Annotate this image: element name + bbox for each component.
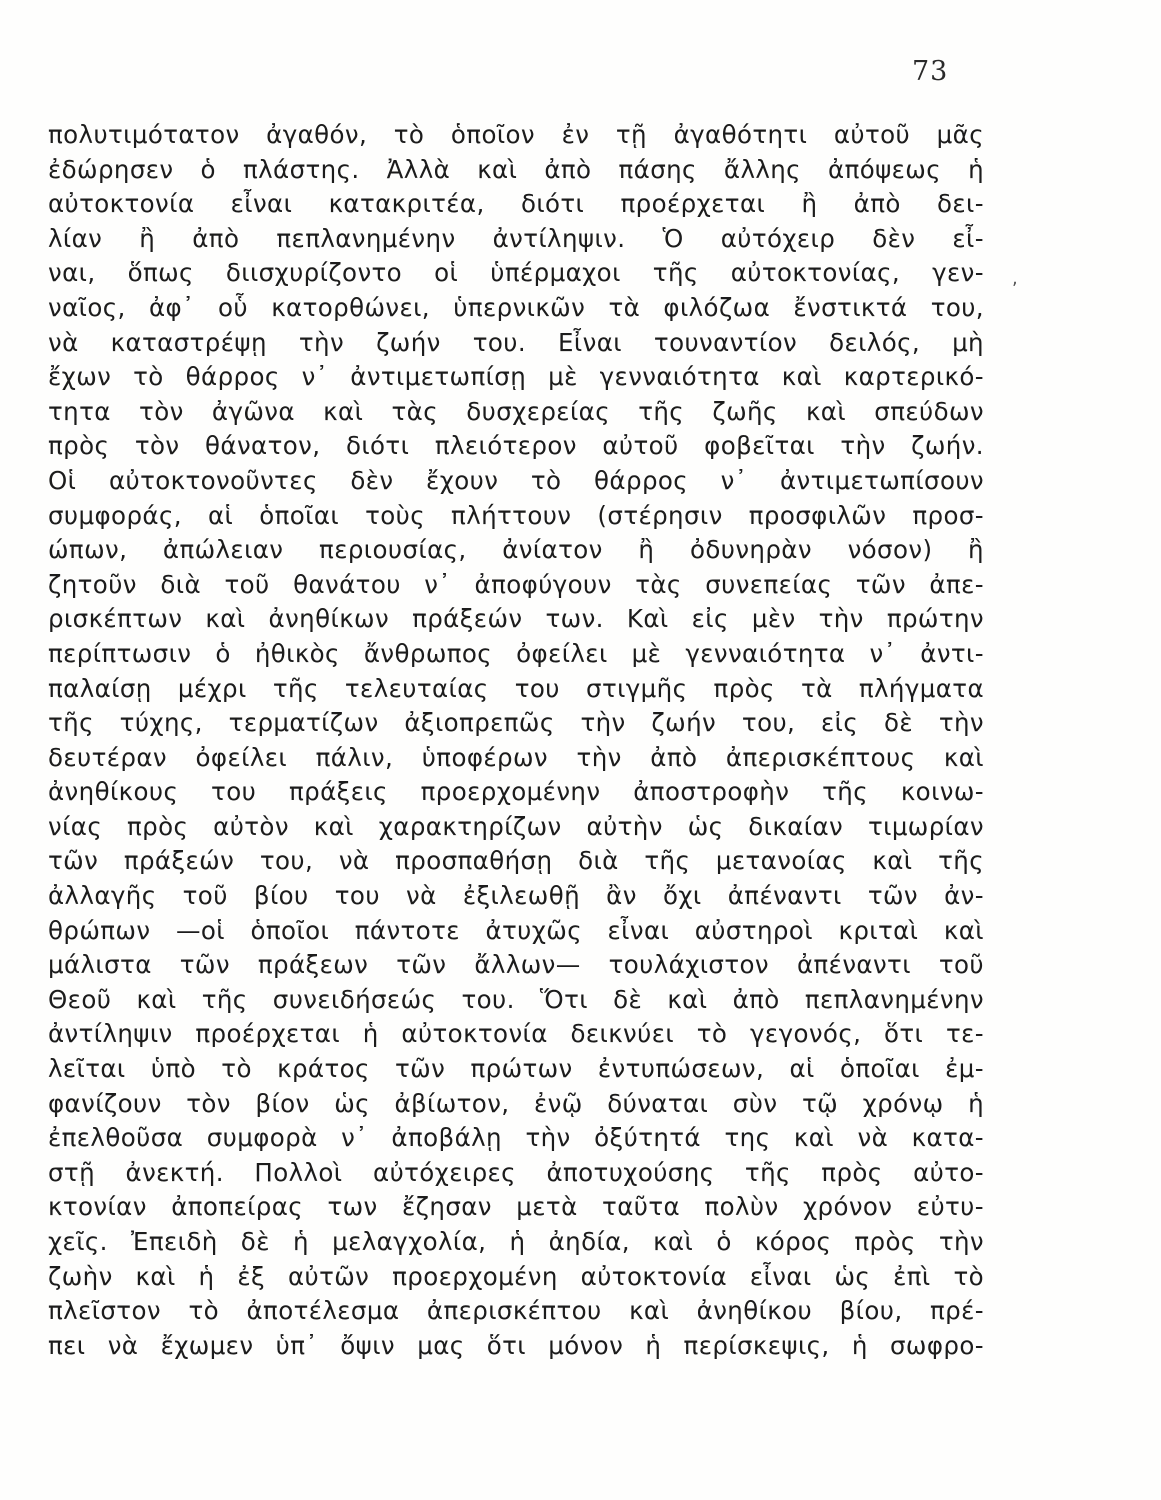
text-line: ζητοῦν διὰ τοῦ θανάτου ν᾽ ἀποφύγουν τὰς συνεπείας τῶν ἀπε- [48, 569, 984, 599]
text-line: παλαίσῃ μέχρι τῆς τελευταίας του στιγμῆς πρὸς τὰ πλήγματα [48, 673, 984, 703]
text-line: φανίζουν τὸν βίον ὡς ἀβίωτον, ἐνῷ δύναται σὺν τῷ χρόνῳ ἡ [48, 1088, 984, 1118]
text-line: τῆς τύχης, τερματίζων ἀξιοπρεπῶς τὴν ζωήν του, εἰς δὲ τὴν [48, 708, 984, 738]
text-line: πει νὰ ἔχωμεν ὑπ᾽ ὄψιν μας ὅτι μόνον ἡ περίσκεψις, ἡ σωφρο- [48, 1330, 984, 1360]
text-line: Οἱ αὐτοκτονοῦντες δὲν ἔχουν τὸ θάρρος ν᾽ ἀντιμετωπίσουν [48, 465, 984, 495]
text-line: τῶν πράξεών του, νὰ προσπαθήσῃ διὰ τῆς μετανοίας καὶ τῆς [48, 846, 984, 876]
text-line: ἀνηθίκους του πράξεις προερχομένην ἀποστροφὴν τῆς κοινω- [48, 777, 984, 807]
text-line: νὰ καταστρέψῃ τὴν ζωήν του. Εἶναι τουναντίον δειλός, μὴ [48, 327, 984, 357]
text-line: πολυτιμότατον ἀγαθόν, τὸ ὁποῖον ἐν τῇ ἀγαθότητι αὐτοῦ μᾶς [48, 120, 984, 149]
text-line: χεῖς. Ἐπειδὴ δὲ ἡ μελαγχολία, ἡ ἀηδία, καὶ ὁ κόρος πρὸς τὴν [48, 1227, 984, 1256]
text-line: ζωὴν καὶ ἡ ἐξ αὐτῶν προερχομένη αὐτοκτονία εἶναι ὡς ἐπὶ τὸ [48, 1261, 984, 1291]
text-line: ναῖος, ἀφ᾽ οὗ κατορθώνει, ὑπερνικῶν τὰ φιλόζωα ἔνστικτά του, [48, 292, 984, 322]
text-line: ναι, ὅπως διισχυρίζοντο οἱ ὑπέρμαχοι τῆς αὐτοκτονίας, γεν- [48, 258, 984, 288]
text-line: περίπτωσιν ὁ ἠθικὸς ἄνθρωπος ὀφείλει μὲ γενναιότητα ν᾽ ἀντι- [48, 638, 984, 668]
page-number: 73 [912, 56, 949, 87]
text-line: συμφοράς, αἱ ὁποῖαι τοὺς πλήττουν (στέρησιν προσφιλῶν προσ- [48, 500, 984, 530]
text-line: κτονίαν ἀποπείρας των ἔζησαν μετὰ ταῦτα πολὺν χρόνον εὐτυ- [48, 1192, 984, 1222]
margin-mark: , [1012, 268, 1018, 289]
text-line: πλεῖστον τὸ ἀποτέλεσμα ἀπερισκέπτου καὶ ἀνηθίκου βίου, πρέ- [48, 1296, 984, 1326]
text-line: λεῖται ὑπὸ τὸ κράτος τῶν πρώτων ἐντυπώσεων, αἱ ὁποῖαι ἐμ- [48, 1054, 984, 1084]
text-line: ἐδώρησεν ὁ πλάστης. Ἀλλὰ καὶ ἀπὸ πάσης ἄλλης ἀπόψεως ἡ [48, 154, 984, 184]
text-line: ἀντίληψιν προέρχεται ἡ αὐτοκτονία δεικνύει τὸ γεγονός, ὅτι τε- [48, 1019, 984, 1049]
text-line: μάλιστα τῶν πράξεων τῶν ἄλλων— τουλάχιστον ἀπέναντι τοῦ [48, 950, 984, 980]
text-line: στῇ ἀνεκτή. Πολλοὶ αὐτόχειρες ἀποτυχούσης τῆς πρὸς αὐτο- [48, 1157, 984, 1187]
text-line: νίας πρὸς αὐτὸν καὶ χαρακτηρίζων αὐτὴν ὡς δικαίαν τιμωρίαν [48, 811, 984, 841]
text-line: δευτέραν ὀφείλει πάλιν, ὑποφέρων τὴν ἀπὸ ἀπερισκέπτους καὶ [48, 742, 984, 772]
text-line: ἔχων τὸ θάρρος ν᾽ ἀντιμετωπίσῃ μὲ γενναιότητα καὶ καρτερικό- [48, 362, 984, 392]
text-line: θρώπων —οἱ ὁποῖοι πάντοτε ἀτυχῶς εἶναι αὐστηροὶ κριταὶ καὶ [48, 915, 984, 945]
text-line: αὐτοκτονία εἶναι κατακριτέα, διότι προέρχεται ἢ ἀπὸ δει- [48, 189, 984, 219]
text-line: ἐπελθοῦσα συμφορὰ ν᾽ ἀποβάλῃ τὴν ὀξύτητά της καὶ νὰ κατα- [48, 1123, 984, 1153]
text-line: λίαν ἢ ἀπὸ πεπλανημένην ἀντίληψιν. Ὁ αὐτόχειρ δὲν εἶ- [48, 223, 984, 253]
text-line: τητα τὸν ἀγῶνα καὶ τὰς δυσχερείας τῆς ζωῆς καὶ σπεύδων [48, 396, 984, 426]
text-line: ἀλλαγῆς τοῦ βίου του νὰ ἐξιλεωθῇ ἂν ὄχι ἀπέναντι τῶν ἀν- [48, 881, 984, 911]
text-line: πρὸς τὸν θάνατον, διότι πλειότερον αὐτοῦ φοβεῖται τὴν ζωήν. [48, 431, 984, 461]
text-line: ρισκέπτων καὶ ἀνηθίκων πράξεών των. Καὶ εἰς μὲν τὴν πρώτην [48, 604, 984, 634]
text-line: Θεοῦ καὶ τῆς συνειδήσεώς του. Ὅτι δὲ καὶ ἀπὸ πεπλανημένην [48, 984, 984, 1014]
body-text [48, 118, 984, 1363]
text-line: ώπων, ἀπώλειαν περιουσίας, ἀνίατον ἢ ὀδυνηρὰν νόσον) ἢ [48, 535, 984, 565]
